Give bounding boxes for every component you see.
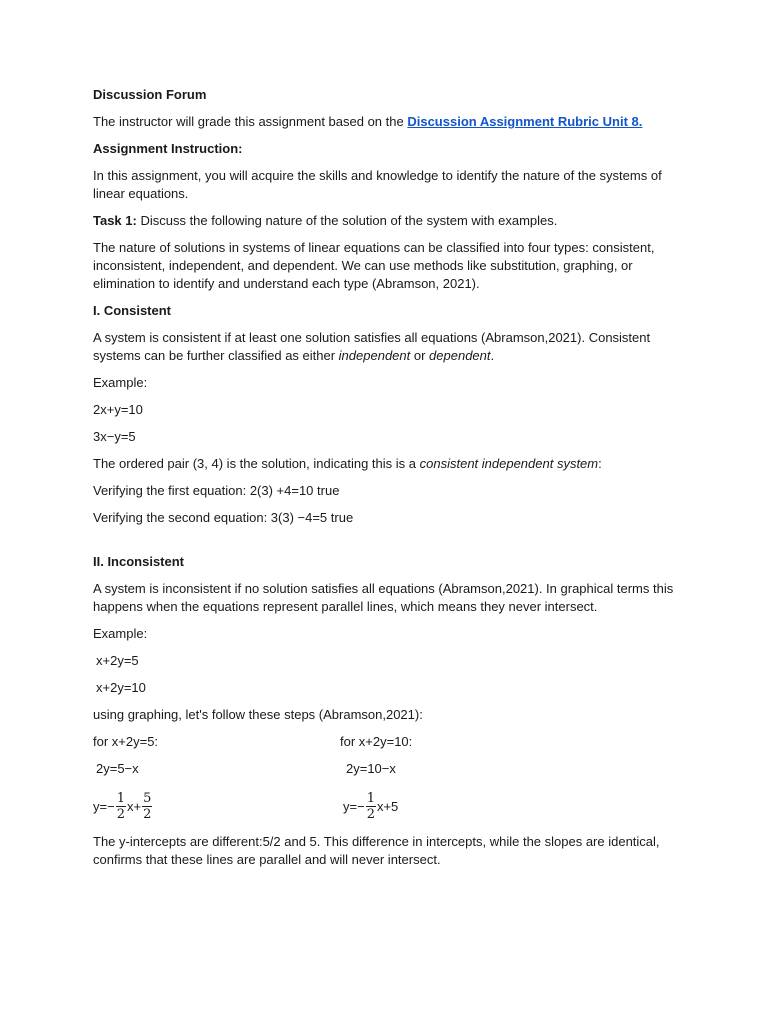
consistent-def-connector: or — [410, 348, 430, 363]
instruction-paragraph: In this assignment, you will acquire the skills and knowledge to identify the nature of the systems of linear equations. — [93, 168, 662, 201]
steps-rearrange-row — [93, 760, 683, 778]
left-step: 2y=5−x — [96, 761, 139, 776]
fraction-denominator: 2 — [116, 806, 125, 822]
inconsistent-definition: A system is inconsistent if no solution satisfies all equations (Abramson,2021). In graphical terms this happens when the equations represent parallel lines, which means they never intersect. — [93, 581, 674, 614]
steps-header-row — [93, 733, 683, 751]
left-fraction-slope — [116, 791, 126, 822]
fraction-numerator: 1 — [366, 790, 375, 806]
dependent-term: dependent — [429, 348, 491, 363]
consistent-solution — [93, 455, 683, 473]
inconsistent-example-label: Example: — [93, 626, 148, 641]
fraction-denominator: 2 — [143, 806, 152, 822]
independent-term: independent — [338, 348, 411, 363]
task-label: Task 1: — [93, 213, 137, 228]
left-eq-middle: x+ — [126, 798, 142, 814]
consistent-equation-2: 3x−y=5 — [93, 429, 136, 444]
right-header: for x+2y=10: — [340, 734, 413, 749]
consistent-def-end: . — [490, 348, 495, 363]
fraction-numerator: 5 — [143, 790, 152, 806]
left-slope-intercept — [93, 791, 340, 822]
graphing-steps-intro: using graphing, let's follow these steps (Abramson,2021): — [93, 707, 423, 722]
task-text: Discuss the following nature of the solution of the system with examples. — [136, 213, 558, 228]
solution-end: : — [598, 456, 602, 471]
consistent-example-label: Example: — [93, 375, 148, 390]
document-heading: Discussion Forum — [93, 87, 207, 102]
right-fraction-slope — [366, 791, 376, 822]
verify-second-equation: Verifying the second equation: 3(3) −4=5 true — [93, 510, 354, 525]
consistent-def-text: A system is consistent if at least one solution satisfies all equations (Abramson,2021). Consistent systems can be further classified as either — [93, 330, 651, 363]
intro-paragraph — [93, 113, 683, 131]
left-fraction-intercept — [142, 791, 152, 822]
inconsistent-heading: II. Inconsistent — [93, 554, 185, 569]
left-equation — [93, 791, 153, 822]
inconsistent-equation-2: x+2y=10 — [96, 680, 146, 695]
solution-term: consistent independent system — [419, 456, 599, 471]
fraction-numerator: 1 — [116, 790, 125, 806]
right-eq-suffix: x+5 — [376, 798, 399, 814]
rubric-link[interactable]: Discussion Assignment Rubric Unit 8. — [407, 114, 643, 129]
left-header: for x+2y=5: — [93, 734, 159, 749]
right-equation — [343, 791, 398, 822]
right-slope-intercept — [340, 791, 683, 822]
instruction-heading: Assignment Instruction: — [93, 141, 243, 156]
intro-text: The instructor will grade this assignment based on the — [93, 114, 408, 129]
right-step: 2y=10−x — [346, 761, 396, 776]
section-gap — [93, 536, 683, 553]
fraction-denominator: 2 — [366, 806, 375, 822]
inconsistent-conclusion: The y-intercepts are different:5/2 and 5. This difference in intercepts, while the slopes are identical, confirms that these lines are parallel and will never intersect. — [93, 834, 660, 867]
document-body — [93, 86, 683, 878]
solution-text: The ordered pair (3, 4) is the solution, indicating this is a — [93, 456, 420, 471]
task-paragraph — [93, 212, 683, 230]
left-eq-prefix: y=− — [93, 798, 115, 814]
consistent-equation-1: 2x+y=10 — [93, 402, 143, 417]
verify-first-equation: Verifying the first equation: 2(3) +4=10 true — [93, 483, 340, 498]
right-eq-prefix: y=− — [343, 798, 365, 814]
slope-intercept-row — [93, 787, 683, 825]
inconsistent-equation-1: x+2y=5 — [96, 653, 139, 668]
overview-paragraph: The nature of solutions in systems of linear equations can be classified into four types: consistent, inconsistent, independent, and dependent. We can use methods like substitution, graphing, or elimination to identify and understand each type (Abramson, 2021). — [93, 240, 655, 291]
consistent-definition — [93, 329, 683, 365]
consistent-heading: I. Consistent — [93, 303, 172, 318]
